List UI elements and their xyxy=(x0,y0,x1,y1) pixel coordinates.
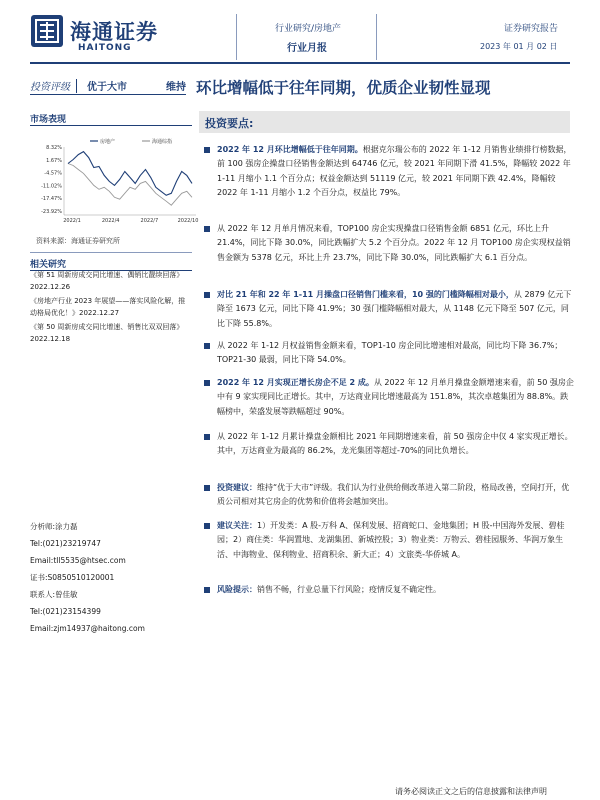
key-point-highlight: 建议关注： xyxy=(217,521,257,530)
key-point-highlight: 2022 年 12 月环比增幅低于往年同期。 xyxy=(217,145,363,154)
analyst-certificate: 证书:S0850510120001 xyxy=(30,573,115,582)
analyst-email[interactable]: Email:tll5535@htsec.com xyxy=(30,556,126,565)
related-research-link[interactable]: 《第 50 周新房成交同比增速、销售比双双回落》2022.12.18 xyxy=(30,323,184,343)
company-logo xyxy=(30,14,165,56)
related-research-link[interactable]: 《房地产行业 2023 年展望——落实风险化解，推动格局优化！》2022.12.27 xyxy=(30,297,186,317)
key-points-heading: 投资要点: xyxy=(205,117,254,130)
x-tick-label: 2022/10 xyxy=(177,218,199,224)
key-point-highlight: 对比 21 年和 22 年 1-11 月操盘口径销售门槛来看，10 强的门槛降幅相对最小， xyxy=(217,290,514,299)
investment-rating xyxy=(30,77,186,95)
key-point-text: 销售不畅，行业总量下行风险；疫情反复不确定性。 xyxy=(257,585,441,594)
key-point xyxy=(203,288,575,331)
x-tick-label: 2022/1 xyxy=(63,218,81,224)
key-point xyxy=(203,430,575,459)
chart-source: 资料来源：海通证券研究所 xyxy=(36,237,120,245)
key-point xyxy=(203,519,575,562)
header-divider xyxy=(376,14,377,60)
y-tick-label: 8.32% xyxy=(46,145,62,151)
key-point-text: 1）开发类：A 股-万科 A、保利发展、招商蛇口、金地集团；H 股-中国海外发展、碧桂园；2）商住类：华润置地、龙湖集团、新城控股；3）物业类：万物云、碧桂园服务、华润万象生活、中海物业、保利物业、招商积余、新大正；4）文旅类-华侨城 A。 xyxy=(217,521,565,559)
y-tick-label: -23.92% xyxy=(41,209,62,215)
analyst-tel: Tel:(021)23219747 xyxy=(30,539,101,548)
key-point xyxy=(203,339,575,368)
market-performance-chart xyxy=(30,137,200,227)
contact-name: 联系人:曾佳敏 xyxy=(30,590,78,599)
market-heading: 市场表现 xyxy=(30,112,192,126)
key-point-text: 根据克尔瑞公布的 2022 年 1-12 月销售业绩排行榜数据，前 100 强房企操盘口径销售金额达到 64746 亿元，较 2021 年同期下滑 41.5%，降幅较 2022 年 1-11 月缩小 1.1 个百分点；权益金额达到 51119 亿元，较 2021 年同期下跌 42.4%，降幅较 2022 年 1-11 月缩小 1.2 个百分点，权益比 79%。 xyxy=(217,145,572,198)
key-point xyxy=(203,583,575,597)
x-tick-label: 2022/4 xyxy=(101,218,120,224)
report-class: 证券研究报告 xyxy=(504,24,559,34)
key-point xyxy=(203,143,575,201)
report-category: 行业研究/房地产 xyxy=(275,24,342,34)
legend-label: 房地产 xyxy=(100,139,116,145)
rating-value: 优于大市 xyxy=(87,82,127,93)
key-point-text: 从 2022 年 12 月单月操盘金额增速来看，前 50 强房企中有 9 家实现同比正增长。其中，万达商业同比增速最高为 151.8%，其次卓越集团为 88.8%。跌幅榜中，荣盛发展等跌幅超过 90%。 xyxy=(217,378,574,416)
contact-tel: Tel:(021)23154399 xyxy=(30,607,101,616)
y-tick-label: -11.02% xyxy=(41,183,62,190)
contact-email[interactable]: Email:zjm14937@haitong.com xyxy=(30,624,145,633)
logo-english-text: HAITONG xyxy=(78,43,132,53)
related-research-link[interactable]: 《第 51 周新房成交同比增速、偶销比靓续回落》2022.12.26 xyxy=(30,271,184,291)
rating-change: 维持 xyxy=(166,82,186,93)
series-line-real-estate xyxy=(68,152,192,196)
key-point-text: 从 2022 年 1-12 月权益销售金额来看，TOP1-10 房企同比增速相对最高，同比均下降 36.7%；TOP21-30 最弱，同比下降 54.0%。 xyxy=(217,341,563,365)
key-points-bar xyxy=(199,111,570,133)
key-point xyxy=(203,376,575,419)
legal-disclaimer: 请务必阅读正文之后的信息披露和法律声明 xyxy=(395,787,547,796)
key-point-text: 维持“优于大市”评级。我们认为行业供给侧改革进入第二阶段，格局改善，空间打开，优质公司相对其它房企的优势和价值将会越加突出。 xyxy=(217,483,570,507)
key-point-highlight: 投资建议： xyxy=(217,483,257,492)
rating-separator xyxy=(76,79,77,93)
key-point xyxy=(203,222,575,265)
key-point-highlight: 风险提示： xyxy=(217,585,257,594)
report-date: 2023 年 01 月 02 日 xyxy=(480,42,558,51)
related-research-list xyxy=(30,270,192,348)
report-title: 环比增幅低于往年同期，优质企业韧性显现 xyxy=(196,78,491,97)
series-line-haitong-index xyxy=(68,164,192,206)
y-tick-label: -17.47% xyxy=(41,196,62,203)
report-type: 行业月报 xyxy=(287,43,327,54)
x-tick-label: 2022/7 xyxy=(140,218,159,224)
key-point xyxy=(203,481,575,510)
related-heading: 相关研究 xyxy=(30,257,192,271)
legend-label: 海通综指 xyxy=(152,139,173,145)
logo-chinese-text: 海通证券 xyxy=(70,19,158,44)
key-point-text: 从 2022 年 12 月单月情况来看，TOP100 房企实现操盘口径销售金额 6851 亿元，环比上升 21.4%，同比下降 30.0%，同比跌幅扩大 5.2 个百分点。2022 年 12 月 TOP100 房企实现权益销售金额为 5378 亿元，环比上升 23.7%，同比下降 30.0%，同比跌幅扩大 6.1 百分点。 xyxy=(217,224,571,262)
y-tick-label: 1.67% xyxy=(46,157,62,164)
analyst-contacts xyxy=(30,518,192,637)
header-divider xyxy=(236,14,237,60)
rating-label: 投资评级 xyxy=(30,82,70,93)
y-tick-label: -4.57% xyxy=(44,170,62,177)
haitong-emblem-icon xyxy=(30,14,64,48)
key-point-text: 从 2879 亿元下降至 1673 亿元，同比下降 41.9%；30 强门槛降幅相对最大，从 1148 亿元下降至 507 亿元，同比下降 55.8%。 xyxy=(217,290,572,328)
analyst-name: 分析师:涂力磊 xyxy=(30,522,78,531)
section-divider xyxy=(30,252,192,253)
header-rule xyxy=(30,62,570,64)
key-point-highlight: 2022 年 12 月实现正增长房企不足 2 成。 xyxy=(217,378,374,387)
key-point-text: 从 2022 年 1-12 月累计操盘金额相比 2021 年同期增速来看，前 50 强房企中仅 4 家实现正增长。其中，万达商业为最高的 86.2%，龙光集团等超过-70%的同比负增长。 xyxy=(217,432,573,456)
